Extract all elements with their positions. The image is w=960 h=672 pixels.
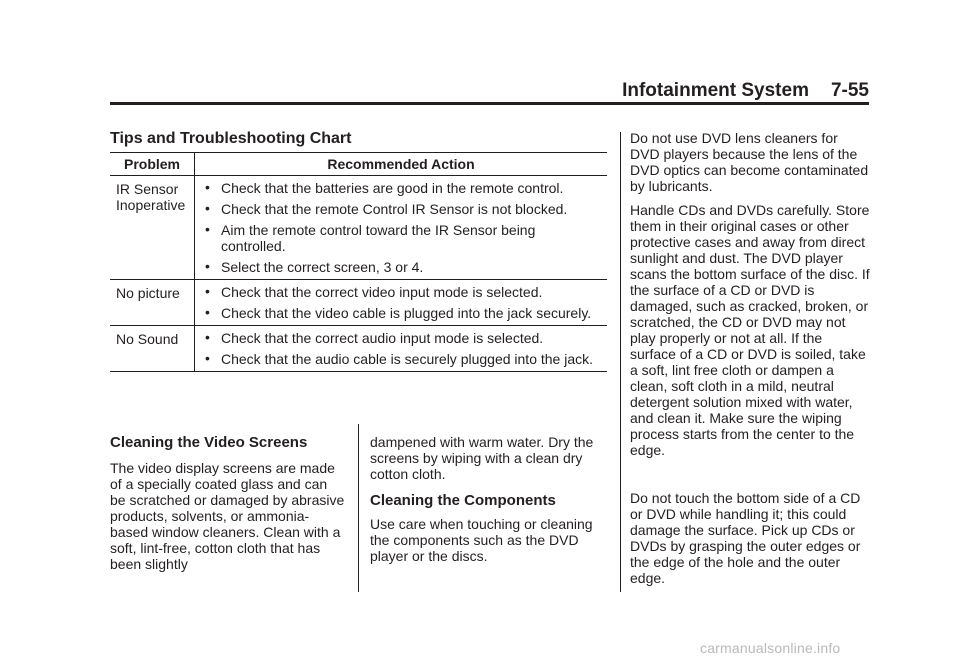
action-cell: [195, 326, 608, 372]
bullet-icon: •: [205, 221, 210, 237]
action-text: Check that the remote Control IR Sensor is not blocked.: [221, 201, 568, 217]
column-divider: [620, 132, 621, 592]
troubleshooting-table: [110, 152, 607, 372]
list-item: [201, 259, 601, 275]
action-list: [201, 330, 601, 367]
lens-cleaner-paragraph: Do not use DVD lens cleaners for DVD players because the lens of the DVD optics can become contaminated by lubricants.: [630, 130, 869, 194]
bullet-icon: •: [205, 200, 210, 216]
bullet-icon: •: [205, 329, 210, 345]
action-text: Check that the video cable is plugged into the jack securely.: [221, 305, 592, 321]
table-row: [110, 280, 607, 326]
action-cell: [195, 280, 608, 326]
handle-discs-paragraph: Handle CDs and DVDs carefully. Store them in their original cases or other protective cases and away from direct sunlight and dust. The DVD player scans the bottom surface of the disc. If the surface of a CD or DVD is damaged, such as cracked, broken, or scratched, the CD or DVD may not play properly or not at all. If the surface of a CD or DVD is soiled, take a soft, lint free cloth or dampen a clean, soft cloth in a mild, neutral detergent solution mixed with water, and clean it. Make sure the wiping process starts from the center to the edge.: [630, 202, 870, 458]
list-item: [201, 222, 601, 254]
action-text: Check that the correct audio input mode is selected.: [221, 330, 544, 346]
header-section-title: Infotainment System: [622, 80, 809, 101]
list-item: [201, 201, 601, 217]
action-text: Check that the batteries are good in the remote control.: [221, 180, 564, 196]
problem-cell: No Sound: [110, 326, 195, 372]
list-item: [201, 180, 601, 196]
table-header-row: [110, 153, 607, 176]
action-cell: [195, 176, 608, 280]
table-row: [110, 176, 607, 280]
bullet-icon: •: [205, 350, 210, 366]
cleaning-components-text: Use care when touching or cleaning the components such as the DVD player or the discs.: [370, 516, 593, 564]
cleaning-components-heading: Cleaning the Components: [370, 492, 556, 509]
action-text: Aim the remote control toward the IR Sensor being controlled.: [221, 222, 536, 254]
table-row: [110, 326, 607, 372]
bullet-icon: •: [205, 179, 210, 195]
bottom-side-paragraph: Do not touch the bottom side of a CD or DVD while handling it; this could damage the surface. Pick up CDs or DVDs by grasping the outer edges or the edge of the hole and the outer edge.: [630, 490, 861, 586]
bullet-icon: •: [205, 283, 210, 299]
action-text: Check that the correct video input mode is selected.: [221, 284, 543, 300]
header-rule: [110, 102, 869, 105]
column-divider: [358, 424, 359, 592]
list-item: [201, 351, 601, 367]
bullet-icon: •: [205, 258, 210, 274]
header-page-number: 7-55: [830, 80, 869, 101]
bullet-icon: •: [205, 304, 210, 320]
action-text: Select the correct screen, 3 or 4.: [221, 259, 424, 275]
action-text: Check that the audio cable is securely plugged into the jack.: [221, 351, 594, 367]
cleaning-screens-text-2: dampened with warm water. Dry the screens by wiping with a clean dry cotton cloth.: [370, 434, 594, 482]
action-list: [201, 180, 601, 275]
chart-title: Tips and Troubleshooting Chart: [110, 130, 352, 147]
problem-cell: IR Sensor Inoperative: [110, 176, 195, 280]
cleaning-screens-text-1: The video display screens are made of a specially coated glass and can be scratched or damaged by abrasive products, solvents, or ammonia-based window cleaners. Clean with a soft, lint-free, cotton cloth that has been slightly: [110, 460, 345, 572]
list-item: [201, 330, 601, 346]
list-item: [201, 284, 601, 300]
column-header-action: Recommended Action: [195, 153, 608, 176]
action-list: [201, 284, 601, 321]
page-header: [110, 80, 869, 102]
cleaning-screens-heading: Cleaning the Video Screens: [110, 434, 308, 451]
watermark: carmanualsonline.info: [700, 640, 841, 656]
column-header-problem: Problem: [110, 153, 195, 176]
problem-cell: No picture: [110, 280, 195, 326]
list-item: [201, 305, 601, 321]
